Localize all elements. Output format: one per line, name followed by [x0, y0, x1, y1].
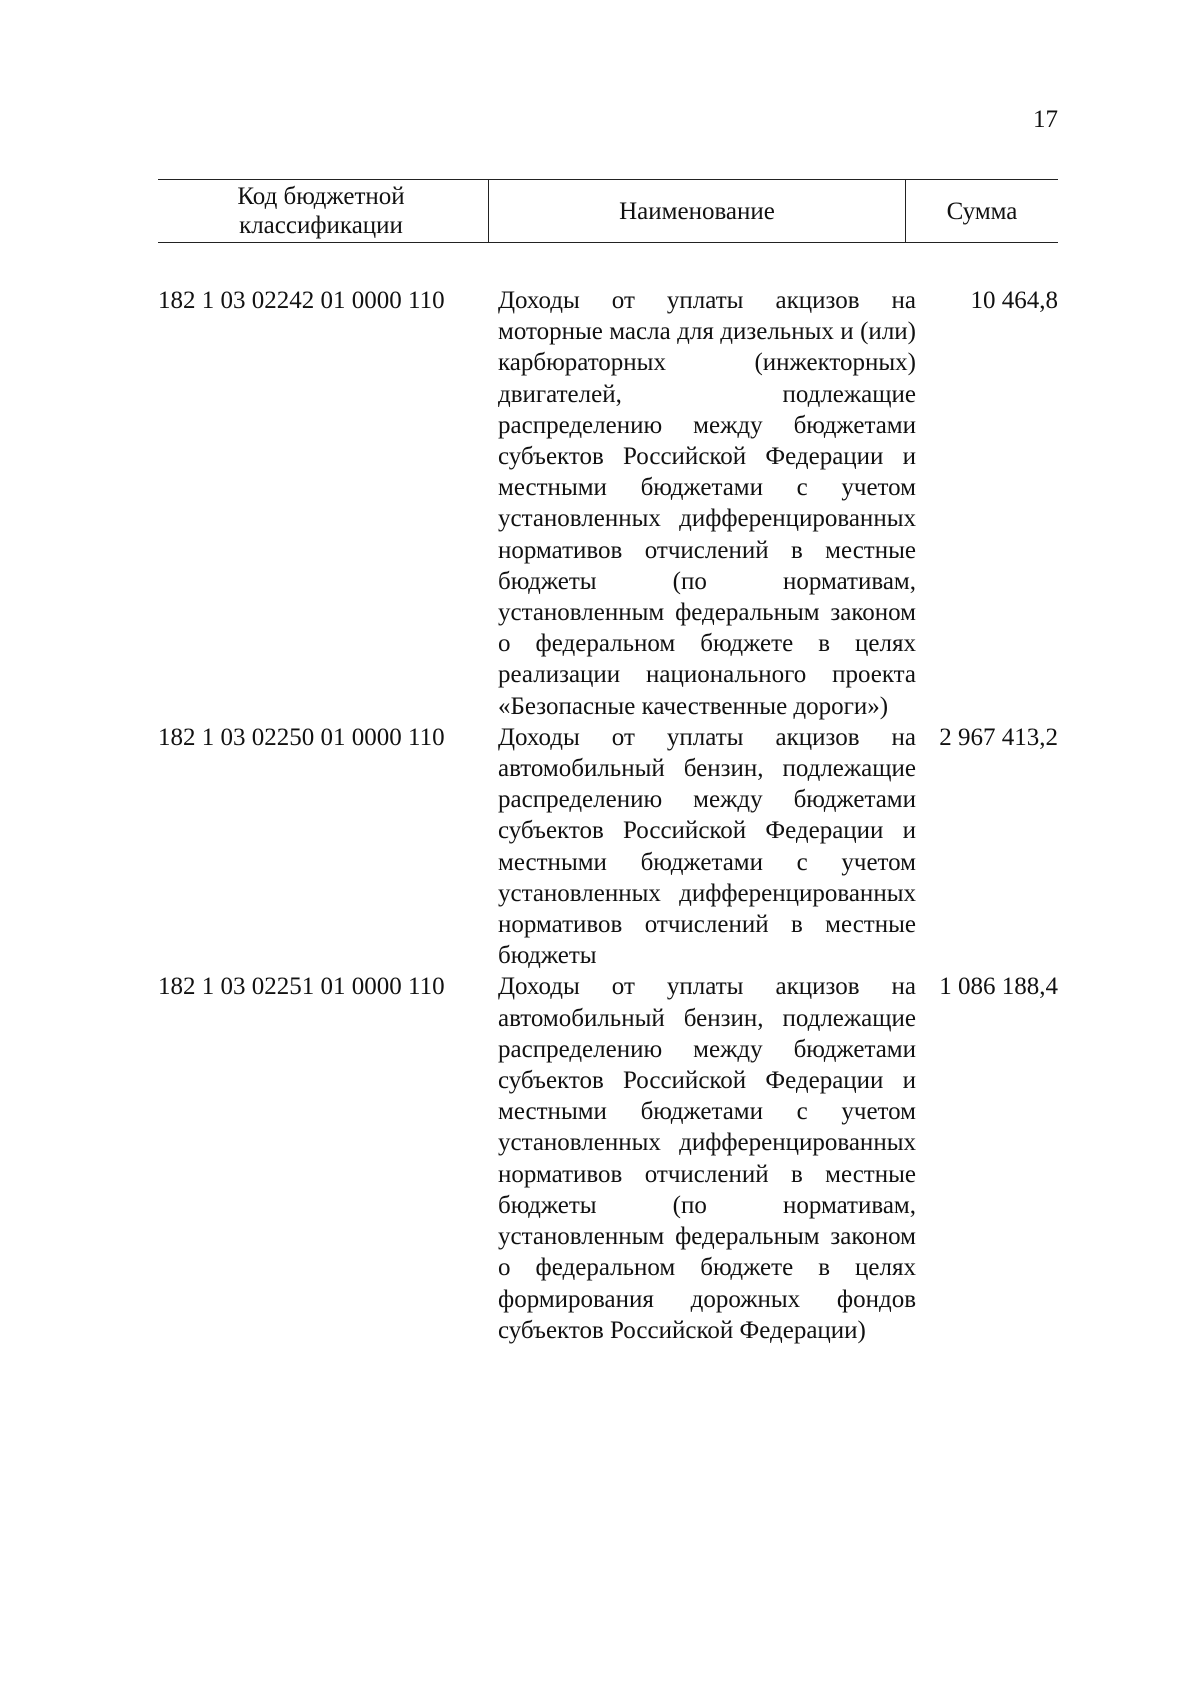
row-code: 182 1 03 02250 01 0000 110 — [158, 723, 445, 751]
table-body — [158, 285, 1058, 1346]
row-name: Доходы от уплаты акцизов на автомобильный бензин, подлежащие распределению между бюджетами субъектов Российской Федерации и местными бюджетами с учетом установленных дифференцированных нормативов отчислений в местные бюджеты — [498, 723, 916, 970]
row-code: 182 1 03 02242 01 0000 110 — [158, 287, 445, 314]
header-name: Наименование — [488, 180, 906, 242]
table-row — [158, 285, 1058, 722]
header-sum: Сумма — [946, 197, 1018, 225]
row-sum: 10 464,8 — [970, 287, 1058, 314]
table-row — [158, 971, 1058, 1345]
row-name: Доходы от уплаты акцизов на автомобильный бензин, подлежащие распределению между бюджетами субъектов Российской Федерации и местными бюджетами с учетом установленных дифференцированных нормативов отчислений в местные бюджеты (по нормативам, установленным федеральным законом о федеральном бюджете в целях формирования дорожных фондов субъектов Российской Федерации) — [498, 973, 916, 1344]
table-header — [158, 179, 1058, 243]
header-code: Код бюджетной классификации — [237, 183, 405, 239]
table-row — [158, 722, 1058, 972]
row-sum: 2 967 413,2 — [939, 723, 1058, 751]
page-number: 17 — [1033, 106, 1058, 133]
row-sum: 1 086 188,4 — [939, 973, 1058, 1001]
row-code: 182 1 03 02251 01 0000 110 — [158, 973, 445, 1001]
row-name: Доходы от уплаты акцизов на моторные масла для дизельных и (или) карбюраторных (инжекторных) двигателей, подлежащие распределению между бюджетами субъектов Российской Федерации и местными бюджетами с учетом установленных дифференцированных нормативов отчислений в местные бюджеты (по нормативам, установленным федеральным законом о федеральном бюджете в целях реализации национального проекта «Безопасные качественные дороги») — [498, 287, 916, 720]
